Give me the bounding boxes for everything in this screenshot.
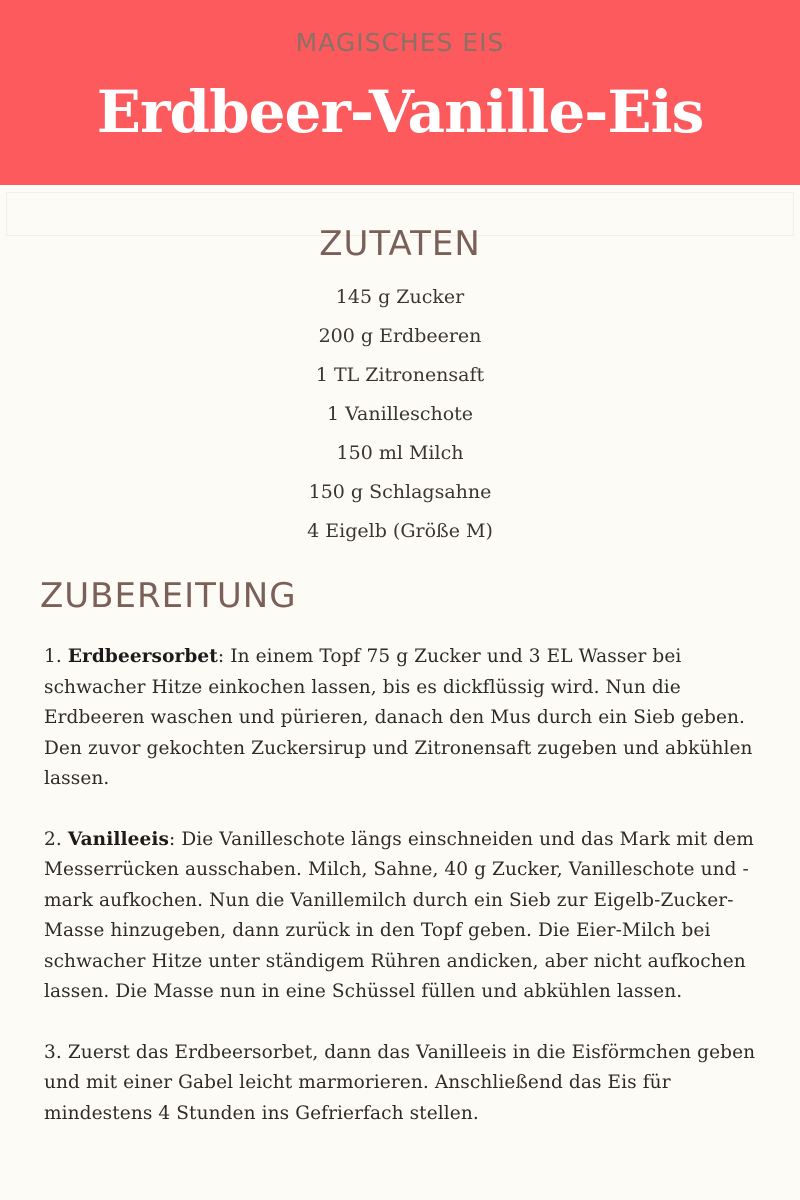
ingredient-item: 1 TL Zitronensaft [315, 364, 485, 386]
step-paragraph [44, 1038, 774, 1130]
header-kicker: MAGISCHES EIS [295, 28, 505, 57]
ingredients-heading: ZUTATEN [319, 224, 481, 264]
step-number: 2. [44, 828, 62, 850]
ingredient-item: 200 g Erdbeeren [318, 325, 482, 347]
step-label: Erdbeersorbet [67, 646, 218, 667]
ingredient-list [0, 281, 800, 554]
preparation-heading: ZUBEREITUNG [40, 576, 297, 616]
preparation-steps [44, 642, 774, 1159]
step-text: Zuerst das Erdbeersorbet, dann das Vanilleeis in die Eisförmchen geben und mit einer Gabel leicht marmorieren. Anschließend das Eis für mindestens 4 Stunden ins Gefrierfach stellen. [44, 1041, 756, 1124]
header-banner [0, 0, 800, 185]
ingredient-item: 1 Vanilleschote [326, 403, 474, 425]
step-text: : In einem Topf 75 g Zucker und 3 EL Wasser bei schwacher Hitze einkochen lassen, bis es dickflüssig wird. Nun die Erdbeeren waschen und pürieren, danach den Mus durch ein Sieb geben. Den zuvor gekochten Zuckersirup und Zitronensaft zugeben und abkühlen lassen. [44, 646, 753, 789]
ingredient-item: 150 ml Milch [336, 442, 464, 464]
page-title: Erdbeer-Vanille-Eis [96, 78, 704, 146]
step-paragraph [44, 642, 774, 795]
step-paragraph [44, 825, 774, 1008]
step-number: 1. [44, 646, 62, 667]
ingredient-item: 150 g Schlagsahne [308, 481, 492, 503]
step-text: : Die Vanilleschote längs einschneiden und das Mark mit dem Messerrücken ausschaben. Milch, Sahne, 40 g Zucker, Vanilleschote und -mark aufkochen. Nun die Vanillemilch durch ein Sieb zur Eigelb-Zucker-Masse hinzugeben, dann zurück in den Topf geben. Die Eier-Milch bei schwacher Hitze unter ständigem Rühren andicken, aber nicht aufkochen lassen. Die Masse nun in eine Schüssel füllen und abkühlen lassen. [44, 828, 754, 1002]
step-number: 3. [44, 1041, 62, 1063]
ingredient-item: 145 g Zucker [335, 286, 465, 308]
ingredient-item: 4 Eigelb (Größe M) [307, 520, 493, 542]
step-label: Vanilleeis [67, 828, 170, 850]
